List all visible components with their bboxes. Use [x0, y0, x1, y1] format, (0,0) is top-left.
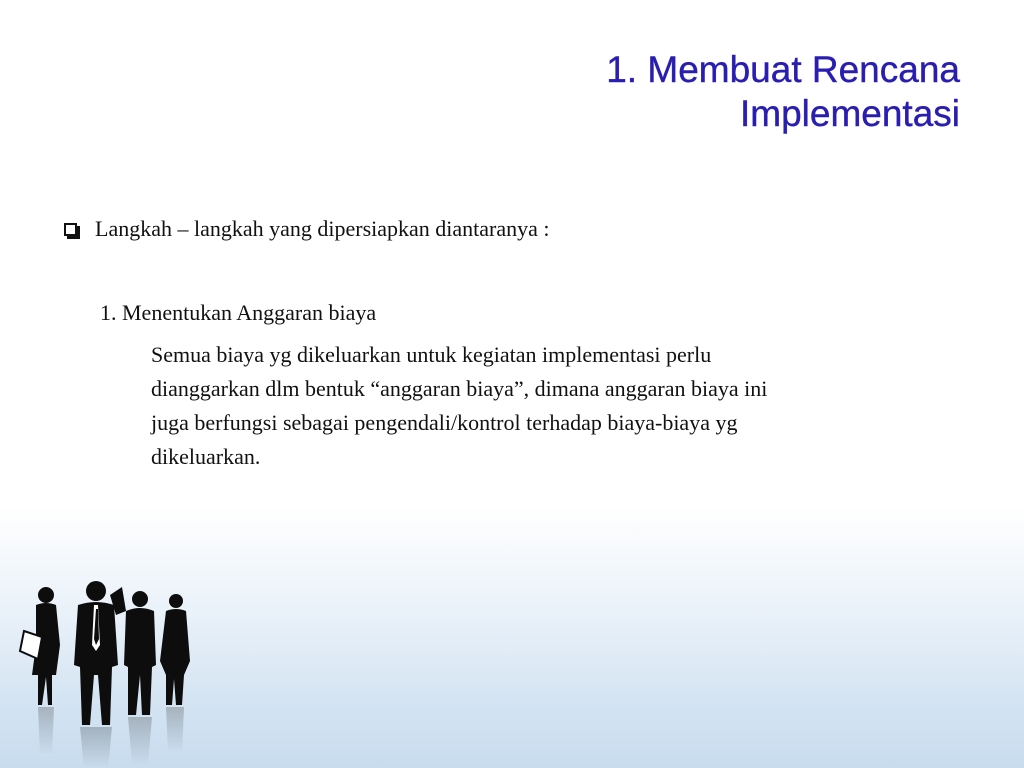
subheading: 1. Menentukan Anggaran biaya: [100, 300, 377, 325]
checkbox-bullet-icon: [64, 223, 77, 236]
bullet-item: [64, 216, 550, 242]
person-silhouette: [160, 594, 190, 705]
paragraph-line: dianggarkan dlm bentuk “anggaran biaya”, dimana anggaran biaya ini: [151, 376, 768, 401]
slide-title-line-1: 1. Membuat Rencana: [606, 49, 960, 90]
bullet-text: Langkah – langkah yang dipersiapkan diantaranya :: [95, 216, 550, 241]
paragraph-line: Semua biaya yg dikeluarkan untuk kegiatan implementasi perlu: [151, 342, 712, 367]
body-paragraph: [151, 338, 951, 474]
paragraph-line: dikeluarkan.: [151, 444, 261, 469]
business-people-silhouette: [18, 575, 218, 768]
people-reflection: [38, 707, 184, 768]
person-silhouette: [124, 591, 156, 715]
slide-title: [260, 48, 960, 136]
person-silhouette: [20, 587, 60, 705]
paragraph-line: juga berfungsi sebagai pengendali/kontrol terhadap biaya-biaya yg: [151, 410, 738, 435]
slide-title-line-2: Implementasi: [739, 93, 960, 134]
person-silhouette: [74, 581, 126, 725]
